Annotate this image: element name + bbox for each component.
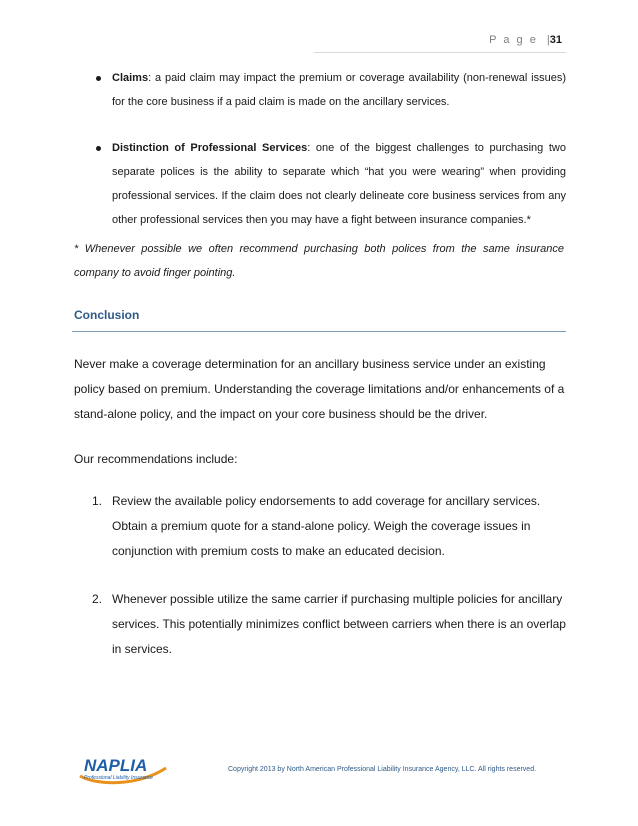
header-rule [314, 52, 566, 53]
logo-text: NAPLIA [84, 756, 148, 775]
item-number: 2. [92, 592, 103, 606]
logo-tagline: Professional Liability Insurance [84, 775, 153, 781]
conclusion-paragraph: Never make a coverage determination for an ancillary business service under an existing policy based on premium. Understanding the coverage limitations and/or enhancements of a stand-alone policy, and the impact on your core business should be the driver. [74, 357, 565, 421]
bullet-icon [96, 76, 101, 81]
list-item [74, 489, 566, 564]
section-rule [72, 331, 566, 332]
bullet-term: Claims [112, 72, 149, 84]
item-text: Review the available policy endorsements to add coverage for ancillary services. Obtain a premium quote for a stand-alone policy. Weigh the coverage issues in conjunction with premium costs to make an educated decision. [112, 494, 541, 558]
recommendation-list [74, 489, 566, 685]
naplia-logo [78, 752, 168, 786]
list-item [74, 587, 566, 662]
page-label: P a g e [489, 34, 538, 46]
footnote: * Whenever possible we often recommend purchasing both polices from the same insurance company to avoid finger pointing. [74, 243, 564, 279]
list-item [70, 136, 566, 232]
section-title: Conclusion [74, 308, 140, 322]
page-number: 31 [549, 34, 562, 46]
list-item [70, 66, 566, 114]
page-separator: | [546, 34, 550, 46]
bullet-term: Distinction of Professional Services [112, 142, 308, 154]
bullet-list [70, 66, 566, 254]
page-header [489, 34, 562, 46]
recommendations-intro: Our recommendations include: [74, 452, 238, 466]
bullet-icon [96, 146, 101, 151]
bullet-text: : one of the biggest challenges to purchasing two separate polices is the ability to separate which “hat you were wearing” when providing professional services. If the claim does not clearly delineate core business services from any other professional services then you may have a fight between insurance companies.* [112, 142, 566, 226]
item-text: Whenever possible utilize the same carrier if purchasing multiple policies for ancillary services. This potentially minimizes conflict between carriers when there is an overlap in services. [112, 592, 566, 656]
item-number: 1. [92, 494, 103, 508]
bullet-text: : a paid claim may impact the premium or coverage availability (non-renewal issues) for the core business if a paid claim is made on the ancillary services. [112, 72, 566, 108]
copyright-notice: Copyright 2013 by North American Professional Liability Insurance Agency, LLC. All rights reserved. [228, 766, 537, 773]
